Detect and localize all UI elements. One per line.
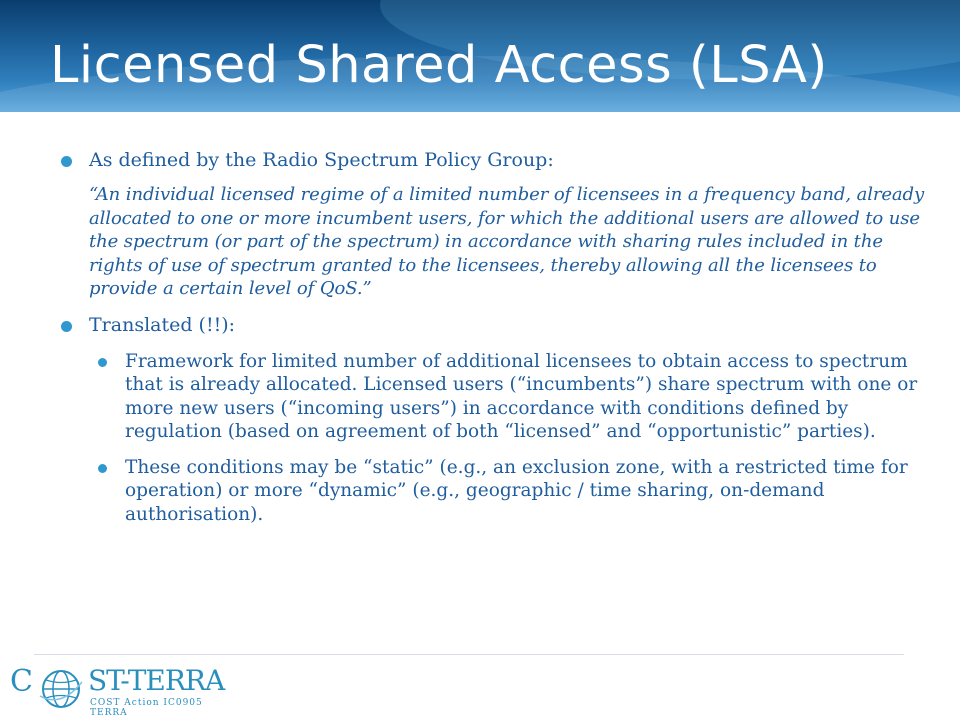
slide-title: Licensed Shared Access (LSA) xyxy=(50,36,828,95)
title-banner xyxy=(0,0,960,112)
footer-divider xyxy=(34,654,904,655)
sub-bullet-conditions: These conditions may be “static” (e.g., an exclusion zone, with a restricted time for operation) or more “dynamic” (e.g., geographic / time sharing, on-demand authorisation). xyxy=(91,456,936,527)
logo-c-letter: C xyxy=(10,664,33,699)
bullet-translated: Translated (!!): xyxy=(56,313,936,337)
sub-bullet-framework: Framework for limited number of additional licensees to obtain access to spectrum that is already allocated. Licensed users (“incumbents”) share spectrum with one or more new users (“incoming users”) in accordance with conditions defined by regulation (based on agreement of both “licensed” and “opportunistic” parties). xyxy=(91,350,936,444)
slide-body xyxy=(56,148,936,538)
bullet-definition: As defined by the Radio Spectrum Policy Group: xyxy=(56,148,936,172)
logo-tagline: COST Action IC0905 TERRA xyxy=(90,698,203,718)
globe-icon xyxy=(38,666,84,712)
cost-terra-logo xyxy=(10,664,240,718)
logo-name: ST-TERRA xyxy=(88,664,225,697)
definition-quote: “An individual licensed regime of a limited number of licensees in a frequency band, already allocated to one or more incumbent users, for which the additional users are allowed to use the spectrum (or part of the spectrum) in accordance with sharing rules included in the rights of use of spectrum granted to the licensees, thereby allowing all the licensees to provide a certain level of QoS.” xyxy=(89,184,925,299)
